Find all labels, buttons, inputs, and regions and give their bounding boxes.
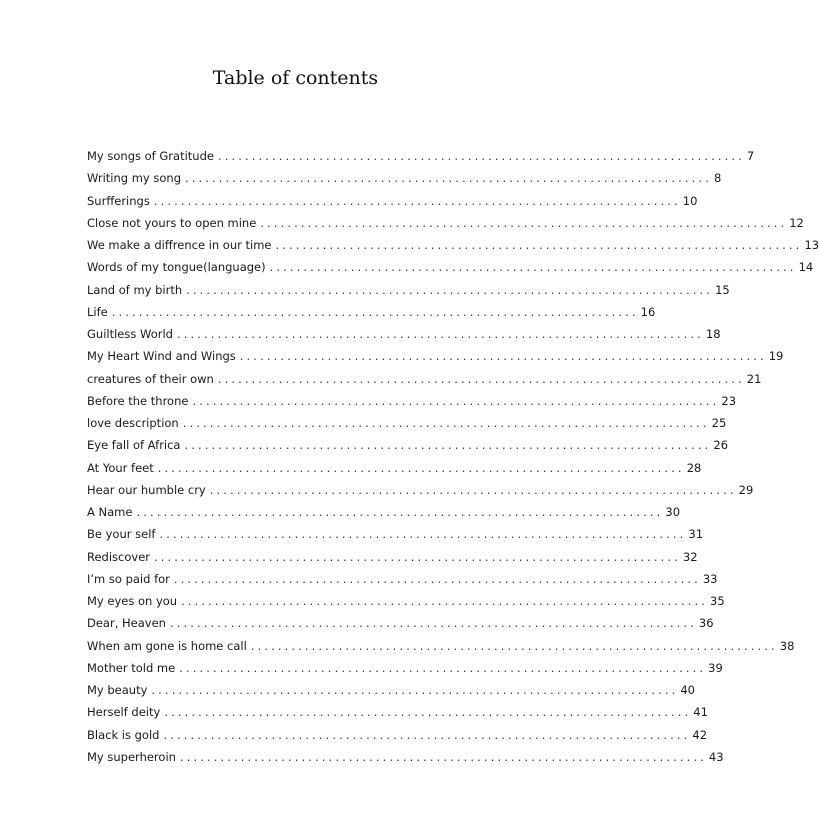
toc-entry-page-number: 18: [705, 327, 721, 341]
toc-entry-page-number: 14: [798, 260, 814, 275]
toc-entry-title: Herself deity: [87, 705, 161, 720]
toc-dot-leader: ..............................................................................: [217, 371, 745, 386]
toc-entry-title: We make a diffrence in our time: [87, 238, 272, 252]
toc-dot-leader: ..............................................................................: [181, 594, 709, 608]
toc-entry: [87, 657, 723, 679]
toc-dot-leader: ..............................................................................: [111, 304, 639, 319]
toc-entry-title: Close not yours to open mine: [87, 215, 257, 230]
toc-entry-page-number: 29: [738, 482, 754, 497]
page-title: Table of contents: [212, 67, 379, 89]
toc-entry: [87, 635, 795, 657]
toc-dot-leader: ..............................................................................: [176, 327, 704, 341]
toc-entry: [87, 412, 727, 434]
toc-dot-leader: ..............................................................................: [186, 282, 714, 297]
toc-entry: [87, 590, 725, 612]
toc-entry-page-number: 10: [682, 193, 698, 208]
toc-entry-title: My Heart Wind and Wings: [87, 349, 236, 364]
toc-dot-leader: ..............................................................................: [151, 683, 679, 697]
toc-entry-page-number: 8: [713, 171, 722, 186]
toc-entry: [87, 145, 755, 167]
toc-entry-page-number: 41: [693, 705, 708, 720]
toc-dot-leader: ..............................................................................: [179, 660, 707, 675]
toc-entry-title: Words of my tongue(language): [87, 260, 266, 275]
toc-dot-leader: ..............................................................................: [184, 438, 712, 453]
toc-dot-leader: ..............................................................................: [250, 638, 778, 653]
toc-entry-page-number: 26: [713, 438, 729, 453]
toc-entry-title: Be your self: [87, 527, 156, 542]
toc-entry: [87, 679, 695, 701]
toc-dot-leader: ..............................................................................: [192, 393, 720, 408]
toc-entry-title: My superheroin: [87, 749, 176, 764]
toc-dot-leader: ..............................................................................: [153, 193, 681, 208]
toc-dot-leader: ..............................................................................: [260, 215, 788, 230]
toc-entry: [87, 212, 804, 234]
toc-entry-page-number: 7: [746, 149, 755, 163]
toc-entry: [87, 190, 698, 212]
toc-dot-leader: ..............................................................................: [173, 571, 701, 586]
toc-entry-page-number: 25: [711, 416, 727, 430]
toc-entry: [87, 301, 656, 323]
toc-entry-title: I’m so paid for: [87, 571, 170, 586]
toc-entry-title: My beauty: [87, 683, 148, 697]
toc-dot-leader: ..............................................................................: [179, 749, 707, 764]
toc-dot-leader: ..............................................................................: [136, 505, 664, 519]
toc-dot-leader: ..............................................................................: [209, 482, 737, 497]
toc-entry-title: Dear, Heaven: [87, 616, 166, 631]
toc-dot-leader: ..............................................................................: [217, 149, 745, 163]
toc-entry: [87, 390, 737, 412]
toc-entry: [87, 523, 704, 545]
toc-entry: [87, 256, 814, 278]
toc-entry-title: creatures of their own: [87, 371, 214, 386]
toc-entry: [87, 457, 702, 479]
toc-entry-title: Hear our humble cry: [87, 482, 206, 497]
toc-entry-page-number: 12: [789, 215, 804, 230]
toc-entry-page-number: 23: [721, 393, 737, 408]
toc-entry-title: My songs of Gratitude: [87, 149, 214, 163]
toc-entry-title: Rediscover: [87, 549, 151, 564]
toc-entry-title: When am gone is home call: [87, 638, 247, 653]
toc-entry: [87, 746, 724, 768]
toc-entry-title: Writing my song: [87, 171, 182, 186]
toc-entry-title: My eyes on you: [87, 594, 178, 608]
toc-entry-page-number: 31: [688, 527, 704, 542]
toc-entry-title: Eye fall of Africa: [87, 438, 181, 453]
toc-entry: [87, 612, 714, 634]
toc-dot-leader: ..............................................................................: [164, 705, 692, 720]
toc-entry-page-number: 40: [680, 683, 695, 697]
toc-entry-page-number: 43: [708, 749, 724, 764]
toc-entry: [87, 434, 729, 456]
toc-entry: [87, 568, 718, 590]
toc-list: [87, 145, 819, 768]
toc-entry-page-number: 35: [710, 594, 725, 608]
toc-entry: [87, 345, 784, 367]
toc-entry-page-number: 36: [698, 616, 714, 631]
toc-dot-leader: ..............................................................................: [163, 727, 691, 742]
toc-entry-page-number: 13: [804, 238, 819, 252]
toc-entry-title: Guiltless World: [87, 327, 173, 341]
toc-entry: [87, 724, 708, 746]
toc-dot-leader: ..............................................................................: [154, 549, 681, 564]
toc-dot-leader: ..............................................................................: [275, 238, 803, 252]
toc-dot-leader: ..............................................................................: [182, 416, 710, 430]
toc-entry: [87, 546, 698, 568]
toc-entry-page-number: 28: [686, 460, 702, 475]
toc-dot-leader: ..............................................................................: [185, 171, 712, 186]
toc-entry-page-number: 19: [768, 349, 784, 364]
toc-entry: [87, 167, 722, 189]
toc-dot-leader: ..............................................................................: [159, 527, 687, 542]
toc-entry-title: Land of my birth: [87, 282, 183, 297]
toc-entry-title: Black is gold: [87, 727, 160, 742]
toc-dot-leader: ..............................................................................: [239, 349, 767, 364]
toc-entry-title: At Your feet: [87, 460, 154, 475]
toc-entry-page-number: 33: [702, 571, 718, 586]
toc-entry: [87, 479, 754, 501]
toc-dot-leader: ..............................................................................: [157, 460, 685, 475]
toc-entry-page-number: 16: [640, 304, 656, 319]
toc-entry: [87, 701, 708, 723]
toc-entry-page-number: 42: [692, 727, 708, 742]
toc-entry-page-number: 15: [715, 282, 730, 297]
toc-entry-title: Before the throne: [87, 393, 189, 408]
toc-entry: [87, 279, 730, 301]
toc-entry: [87, 368, 762, 390]
toc-entry-title: love description: [87, 416, 179, 430]
toc-entry-title: A Name: [87, 505, 133, 519]
toc-entry: [87, 501, 681, 523]
toc-dot-leader: ..............................................................................: [169, 616, 697, 631]
toc-dot-leader: ..............................................................................: [269, 260, 797, 275]
toc-entry-title: Surfferings: [87, 193, 150, 208]
toc-entry-page-number: 21: [746, 371, 762, 386]
toc-entry-title: Life: [87, 304, 108, 319]
toc-entry: [87, 234, 819, 256]
toc-entry-page-number: 32: [682, 549, 698, 564]
toc-entry-title: Mother told me: [87, 660, 176, 675]
toc-entry-page-number: 30: [665, 505, 681, 519]
toc-entry-page-number: 39: [708, 660, 723, 675]
toc-entry-page-number: 38: [779, 638, 795, 653]
toc-entry: [87, 323, 721, 345]
